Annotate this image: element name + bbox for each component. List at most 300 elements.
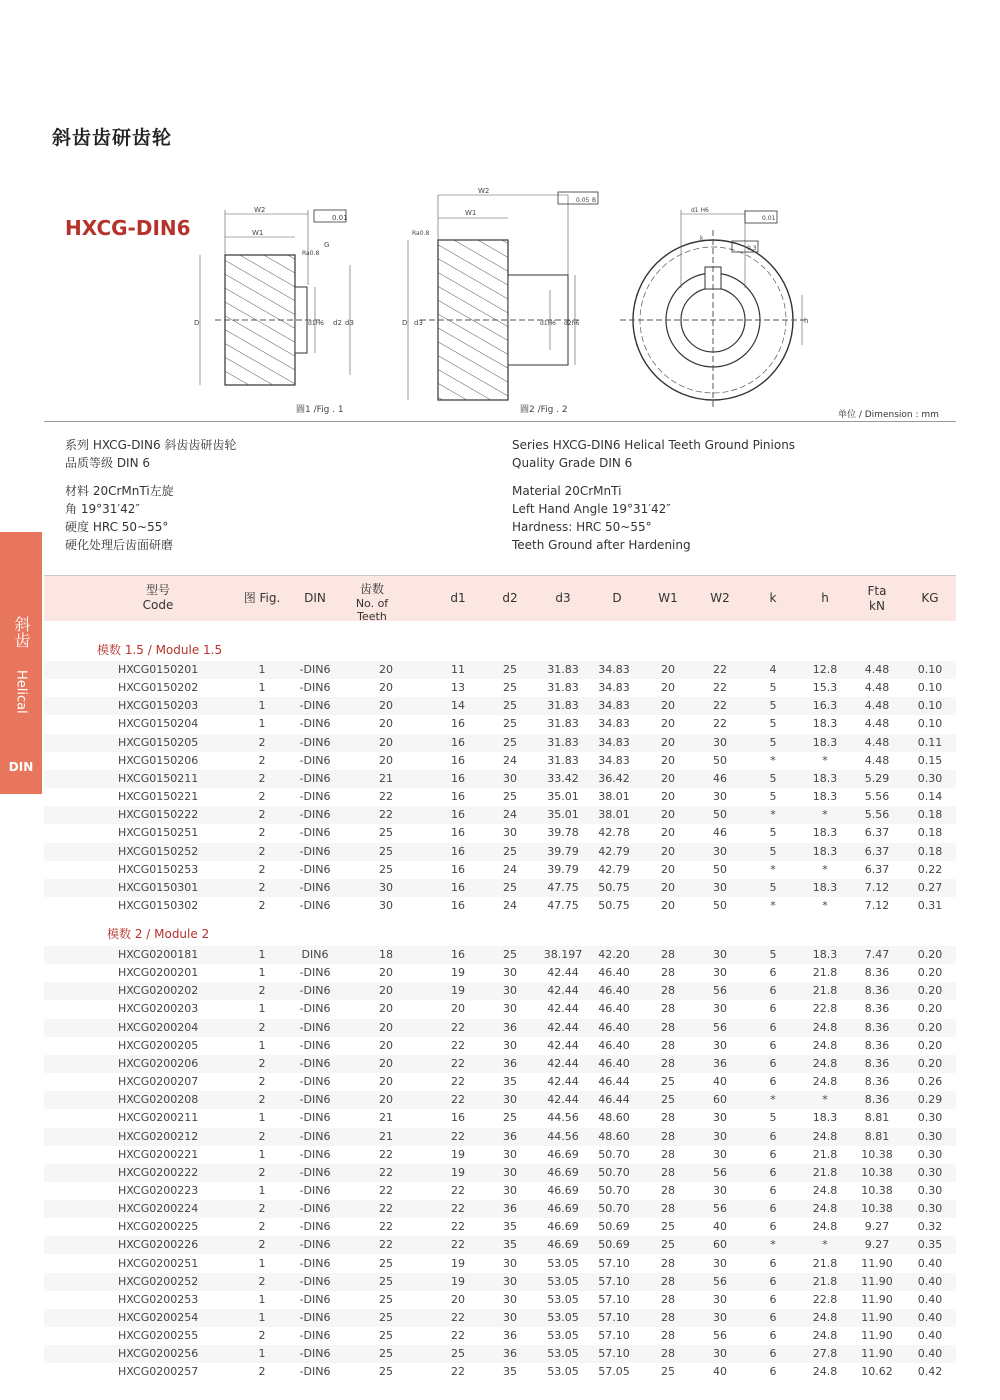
table-cell: 18	[379, 948, 393, 961]
header-teeth-zh: 齿数	[359, 582, 384, 596]
table-cell: 8.36	[864, 1002, 890, 1016]
table-cell: 38.01	[598, 790, 630, 804]
fig3-flat-label: 0.01	[762, 215, 776, 222]
table-cell: HXCG0200205	[118, 1038, 199, 1052]
table-cell: 2	[258, 984, 266, 998]
table-cell: 42.44	[547, 1038, 579, 1052]
table-cell: 8.81	[864, 1111, 890, 1125]
table-cell: 27.8	[812, 1347, 838, 1361]
table-cell: HXCG0200253	[118, 1292, 199, 1306]
table-cell: 25	[503, 699, 517, 713]
table-cell: 20	[379, 681, 393, 695]
table-cell: 1	[258, 663, 266, 676]
header-w2: W2	[710, 591, 730, 605]
table-cell: 16	[451, 898, 465, 912]
header-d2: d2	[502, 591, 518, 605]
table-cell: HXCG0150202	[118, 681, 199, 695]
table-cell: 0.30	[917, 1183, 943, 1197]
table-cell: 20	[379, 753, 393, 767]
table-cell: 1	[258, 948, 266, 961]
table-cell: 22	[379, 790, 393, 804]
table-cell: 0.31	[917, 898, 943, 912]
info-zh-series: 系列 HXCG-DIN6 斜齿齿研齿轮	[65, 438, 237, 452]
table-cell: 2	[258, 808, 266, 822]
table-cell: 0.30	[917, 1129, 943, 1143]
table-cell: 21.8	[812, 1274, 838, 1288]
header-code	[143, 583, 174, 613]
table-cell: 25	[379, 1274, 393, 1288]
table-cell: 20	[379, 966, 393, 980]
table-cell: HXCG0200223	[118, 1183, 199, 1197]
table-cell: HXCG0200181	[118, 948, 199, 961]
table-cell: 28	[661, 1347, 675, 1361]
table-cell: 6	[769, 984, 777, 998]
table-cell: 13	[451, 681, 465, 695]
table-cell: HXCG0150221	[118, 790, 199, 804]
table-cell: HXCG0150302	[118, 898, 199, 912]
table-cell: 6	[769, 1183, 777, 1197]
table-cell: -DIN6	[299, 898, 331, 912]
table-cell: 30	[379, 880, 393, 894]
table-cell: 20	[451, 1002, 465, 1016]
header-h: h	[821, 591, 829, 605]
table-cell: 1	[258, 1292, 266, 1306]
table-cell: 30	[713, 880, 727, 894]
table-row	[44, 1037, 956, 1055]
table-cell: 5	[769, 717, 777, 731]
table-cell: 18.3	[812, 1111, 838, 1125]
table-cell: 57.05	[598, 1365, 630, 1379]
table-cell: 0.30	[917, 1147, 943, 1161]
table-cell: 6	[769, 1329, 777, 1343]
table-cell: 47.75	[547, 898, 579, 912]
table-cell: 28	[661, 984, 675, 998]
table-cell: 0.10	[917, 699, 943, 713]
table-cell: 50	[713, 753, 727, 767]
table-cell: 22.8	[812, 1002, 838, 1016]
table-cell: -DIN6	[299, 1365, 331, 1379]
table-cell: 20	[661, 717, 675, 731]
table-cell: 20	[661, 808, 675, 822]
table-cell: 0.18	[917, 826, 943, 840]
table-cell: 20	[661, 681, 675, 695]
table-cell: 22	[379, 1220, 393, 1234]
table-cell: 25	[379, 844, 393, 858]
table-cell: 46.40	[598, 1002, 630, 1016]
fig2-d-label: D	[402, 319, 408, 327]
table-cell: 8.36	[864, 984, 890, 998]
info-zh-material: 材料 20CrMnTi左旋	[65, 484, 174, 498]
table-cell: 57.10	[598, 1292, 630, 1306]
table-cell: 5	[769, 948, 777, 961]
table-cell: 50.70	[598, 1165, 630, 1179]
table-cell: 21.8	[812, 1147, 838, 1161]
table-cell: 47.75	[547, 880, 579, 894]
table-cell: 50.75	[598, 898, 630, 912]
table-cell: HXCG0200251	[118, 1256, 199, 1270]
table-cell: 1	[258, 1111, 266, 1125]
fig2-w2-label: W2	[478, 187, 490, 195]
table-cell: 1	[258, 1256, 266, 1270]
table-cell: 56	[713, 1202, 727, 1216]
table-cell: 16	[451, 1111, 465, 1125]
table-cell: 6	[769, 1075, 777, 1089]
table-cell: 2	[258, 790, 266, 804]
table-cell: 24.8	[812, 1202, 838, 1216]
table-cell: 28	[661, 1292, 675, 1306]
table-row	[44, 1236, 956, 1254]
header-k: k	[769, 591, 777, 605]
table-cell: -DIN6	[299, 753, 331, 767]
table-cell: 22.8	[812, 1292, 838, 1306]
table-row	[44, 1109, 956, 1127]
table-cell: HXCG0200224	[118, 1202, 199, 1216]
table-cell: 0.30	[917, 1111, 943, 1125]
table-cell: 30	[503, 1002, 517, 1016]
table-cell: HXCG0150204	[118, 717, 199, 731]
table-cell: 24.8	[812, 1183, 838, 1197]
side-tab-en-text: Helical	[13, 670, 29, 714]
table-cell: -DIN6	[299, 984, 331, 998]
table-cell: 11.90	[861, 1311, 893, 1324]
table-cell: 25	[379, 826, 393, 840]
table-cell: 7.47	[864, 948, 890, 961]
fig2-datum-label: B	[592, 197, 597, 204]
table-cell: 31.83	[547, 681, 579, 695]
side-tab-zh	[0, 616, 42, 653]
table-cell: 30	[503, 1292, 517, 1306]
table-cell: 1	[258, 717, 266, 731]
table-cell: 20	[661, 663, 675, 676]
table-cell: *	[822, 753, 828, 767]
table-row	[44, 1073, 956, 1091]
table-cell: 0.40	[917, 1292, 943, 1306]
table-cell: 2	[258, 1165, 266, 1179]
table-cell: 16	[451, 948, 465, 961]
info-en-angle: Left Hand Angle 19°31′42″	[512, 502, 671, 516]
table-cell: 42.78	[598, 826, 630, 840]
table-cell: 16	[451, 808, 465, 822]
table-cell: 4	[769, 663, 777, 676]
table-cell: 42.44	[547, 984, 579, 998]
table-cell: 5	[769, 844, 777, 858]
table-cell: *	[770, 1093, 776, 1107]
table-cell: 9.27	[864, 1220, 890, 1234]
table-cell: -DIN6	[299, 1202, 331, 1216]
table-cell: 34.83	[598, 681, 630, 695]
fig1-drawing	[194, 206, 354, 385]
page-title: 斜齿齿研齿轮	[52, 127, 173, 149]
table-cell: 5	[769, 699, 777, 713]
table-row	[44, 1363, 956, 1381]
table-cell: 31.83	[547, 717, 579, 731]
table-cell: 22	[451, 1202, 465, 1216]
table-cell: 8.36	[864, 1020, 890, 1034]
table-cell: -DIN6	[299, 1129, 331, 1143]
table-cell: 46.40	[598, 1038, 630, 1052]
table-cell: 11.90	[861, 1274, 893, 1288]
header-din: DIN	[304, 591, 326, 605]
table-cell: 28	[661, 1202, 675, 1216]
table-cell: -DIN6	[299, 1020, 331, 1034]
table-cell: 5	[769, 1111, 777, 1125]
table-cell: 20	[661, 753, 675, 767]
table-cell: 56	[713, 1020, 727, 1034]
table-cell: 30	[713, 735, 727, 749]
table-cell: 2	[258, 735, 266, 749]
table-cell: 36	[503, 1056, 517, 1070]
table-cell: 34.83	[598, 699, 630, 713]
table-cell: 30	[503, 1311, 517, 1324]
table-cell: 30	[503, 1038, 517, 1052]
table-cell: 9.27	[864, 1238, 890, 1252]
table-cell: 18.3	[812, 717, 838, 731]
table-cell: 25	[503, 1111, 517, 1125]
table-cell: 11.90	[861, 1292, 893, 1306]
table-cell: 38.01	[598, 808, 630, 822]
table-cell: 1	[258, 681, 266, 695]
table-cell: 30	[503, 966, 517, 980]
table-cell: -DIN6	[299, 1075, 331, 1089]
table-cell: 22	[451, 1183, 465, 1197]
table-cell: 42.79	[598, 862, 630, 876]
table-cell: 57.10	[598, 1256, 630, 1270]
table-cell: 28	[661, 948, 675, 961]
side-tab-en	[0, 670, 42, 730]
table-cell: 46.69	[547, 1183, 579, 1197]
table-cell: 5	[769, 790, 777, 804]
table-cell: 28	[661, 1183, 675, 1197]
table-cell: 1	[258, 966, 266, 980]
table-cell: 24.8	[812, 1129, 838, 1143]
table-cell: 5	[769, 771, 777, 785]
table-cell: 19	[451, 966, 465, 980]
table-cell: 30	[379, 898, 393, 912]
header-teeth	[350, 582, 394, 623]
table-cell: HXCG0200254	[118, 1311, 199, 1324]
table-cell: -DIN6	[299, 1002, 331, 1016]
table-cell: 22	[451, 1093, 465, 1107]
table-row	[44, 715, 956, 733]
table-cell: 22	[713, 717, 727, 731]
table-row	[44, 946, 956, 964]
table-cell: 36	[503, 1347, 517, 1361]
table-cell: 22	[451, 1056, 465, 1070]
table-cell: 40	[713, 1220, 727, 1234]
table-cell: 2	[258, 862, 266, 876]
table-cell: 25	[503, 735, 517, 749]
table-cell: 24	[503, 898, 517, 912]
table-cell: 7.12	[864, 898, 890, 912]
table-cell: 56	[713, 1274, 727, 1288]
table-row	[44, 1255, 956, 1273]
table-cell: 0.20	[917, 984, 943, 998]
table-cell: 5	[769, 735, 777, 749]
table-cell: 10.38	[861, 1202, 893, 1216]
table-cell: 2	[258, 880, 266, 894]
table-cell: 24.8	[812, 1075, 838, 1089]
table-cell: 8.81	[864, 1129, 890, 1143]
table-cell: 24.8	[812, 1311, 838, 1324]
table-cell: HXCG0200203	[118, 1002, 199, 1016]
table-cell: 25	[661, 1093, 675, 1107]
table-cell: -DIN6	[299, 1220, 331, 1234]
table-cell: 33.42	[547, 771, 579, 785]
table-header	[44, 575, 956, 621]
header-fig: 图 Fig.	[243, 591, 281, 605]
table-cell: 46.69	[547, 1165, 579, 1179]
table-cell: 35	[503, 1220, 517, 1234]
table-cell: -DIN6	[299, 735, 331, 749]
table-cell: 28	[661, 1038, 675, 1052]
table-cell: 48.60	[598, 1111, 630, 1125]
table-cell: 4.48	[864, 699, 890, 713]
table-cell: 30	[713, 1183, 727, 1197]
table-row	[44, 1218, 956, 1236]
table-cell: 28	[661, 1147, 675, 1161]
table-cell: 0.30	[917, 1202, 943, 1216]
table-cell: 0.18	[917, 808, 943, 822]
table-cell: 6	[769, 1038, 777, 1052]
table-cell: -DIN6	[299, 717, 331, 731]
table-cell: 35.01	[547, 808, 579, 822]
table-row	[44, 982, 956, 1000]
table-cell: -DIN6	[299, 663, 331, 676]
table-cell: 2	[258, 844, 266, 858]
table-cell: 46.69	[547, 1238, 579, 1252]
table-cell: 35	[503, 1238, 517, 1252]
table-cell: HXCG0200202	[118, 984, 199, 998]
table-cell: 20	[379, 699, 393, 713]
divider	[44, 421, 956, 422]
table-cell: -DIN6	[299, 1292, 331, 1306]
table-cell: 31.83	[547, 735, 579, 749]
table-cell: HXCG0200222	[118, 1165, 199, 1179]
table-cell: 22	[451, 1311, 465, 1324]
header-d3: d3	[555, 591, 571, 605]
table-cell: 50	[713, 808, 727, 822]
table-cell: 2	[258, 1129, 266, 1143]
table-cell: 4.48	[864, 717, 890, 731]
table-cell: 46.40	[598, 1020, 630, 1034]
fig3-sym-label: 0.3	[747, 245, 757, 252]
table-cell: 25	[451, 1347, 465, 1361]
table-cell: 2	[258, 1093, 266, 1107]
table-cell: 30	[713, 948, 727, 961]
table-cell: HXCG0200225	[118, 1220, 199, 1234]
fig2-ra-label: Ra0.8	[412, 230, 430, 237]
table-cell: 22	[713, 699, 727, 713]
table-cell: -DIN6	[299, 862, 331, 876]
side-tab-zh-text: 斜齿	[12, 616, 31, 648]
table-cell: 25	[661, 1075, 675, 1089]
table-cell: 25	[503, 717, 517, 731]
table-cell: 46	[713, 771, 727, 785]
table-cell: 1	[258, 1038, 266, 1052]
table-cell: 36	[503, 1020, 517, 1034]
table-row	[44, 1327, 956, 1345]
table-cell: 20	[379, 1056, 393, 1070]
table-cell: 25	[379, 1347, 393, 1361]
table-cell: 21.8	[812, 1165, 838, 1179]
table-cell: -DIN6	[299, 681, 331, 695]
table-cell: *	[822, 898, 828, 912]
table-cell: 57.10	[598, 1274, 630, 1288]
fig1-d2-label: d2	[333, 319, 342, 327]
table-cell: HXCG0150253	[118, 862, 199, 876]
table-row	[44, 1091, 956, 1109]
table-cell: 30	[503, 1093, 517, 1107]
table-cell: HXCG0150205	[118, 735, 199, 749]
table-cell: HXCG0150301	[118, 880, 199, 894]
table-cell: 42.20	[598, 948, 630, 961]
table-cell: 11	[451, 663, 465, 676]
table-row	[44, 897, 956, 915]
table-cell: *	[770, 898, 776, 912]
table-cell: 2	[258, 771, 266, 785]
table-cell: 6	[769, 1202, 777, 1216]
table-row	[44, 861, 956, 879]
table-cell: 39.78	[547, 826, 579, 840]
table-cell: 25	[503, 681, 517, 695]
table-cell: 22	[451, 1365, 465, 1379]
table-cell: 30	[503, 826, 517, 840]
header-D: D	[612, 591, 622, 605]
table-cell: 34.83	[598, 735, 630, 749]
table-cell: 22	[451, 1238, 465, 1252]
fig2-w1-label: W1	[465, 209, 477, 217]
table-cell: 50.69	[598, 1220, 630, 1234]
table-cell: 10.62	[861, 1365, 893, 1379]
table-cell: HXCG0200204	[118, 1020, 199, 1034]
table-cell: 18.3	[812, 790, 838, 804]
table-cell: 0.20	[917, 1056, 943, 1070]
table-cell: -DIN6	[299, 1147, 331, 1161]
fig1-flat-label: 0.01	[332, 214, 348, 222]
series-code: HXCG-DIN6	[65, 216, 191, 240]
table-cell: 16	[451, 753, 465, 767]
header-fta	[868, 584, 887, 614]
table-cell: *	[822, 862, 828, 876]
fig1-d1-label: d1H6	[308, 320, 324, 327]
table-cell: 50	[713, 862, 727, 876]
table-cell: *	[770, 862, 776, 876]
table-cell: 20	[661, 771, 675, 785]
table-cell: 1	[258, 1311, 266, 1324]
table-cell: 1	[258, 1183, 266, 1197]
table-cell: 2	[258, 826, 266, 840]
table-cell: DIN6	[301, 948, 329, 961]
table-cell: HXCG0150211	[118, 771, 199, 785]
table-cell: HXCG0150201	[118, 663, 199, 676]
table-cell: 6	[769, 1365, 777, 1379]
info-zh	[65, 436, 236, 554]
table-cell: 0.40	[917, 1274, 943, 1288]
table-cell: 19	[451, 1165, 465, 1179]
fig2-caption: 圖2 /Fig . 2	[520, 405, 568, 415]
table-cell: 56	[713, 984, 727, 998]
table-cell: 31.83	[547, 753, 579, 767]
table-cell: 0.32	[917, 1220, 943, 1234]
table-cell: 0.26	[917, 1075, 943, 1089]
table-cell: 46.40	[598, 966, 630, 980]
table-cell: 0.10	[917, 681, 943, 695]
table-cell: 16	[451, 790, 465, 804]
fig1-d3-label: d3	[345, 319, 354, 327]
table-cell: 6	[769, 1056, 777, 1070]
table-cell: 30	[713, 1147, 727, 1161]
table-cell: 42.44	[547, 1056, 579, 1070]
